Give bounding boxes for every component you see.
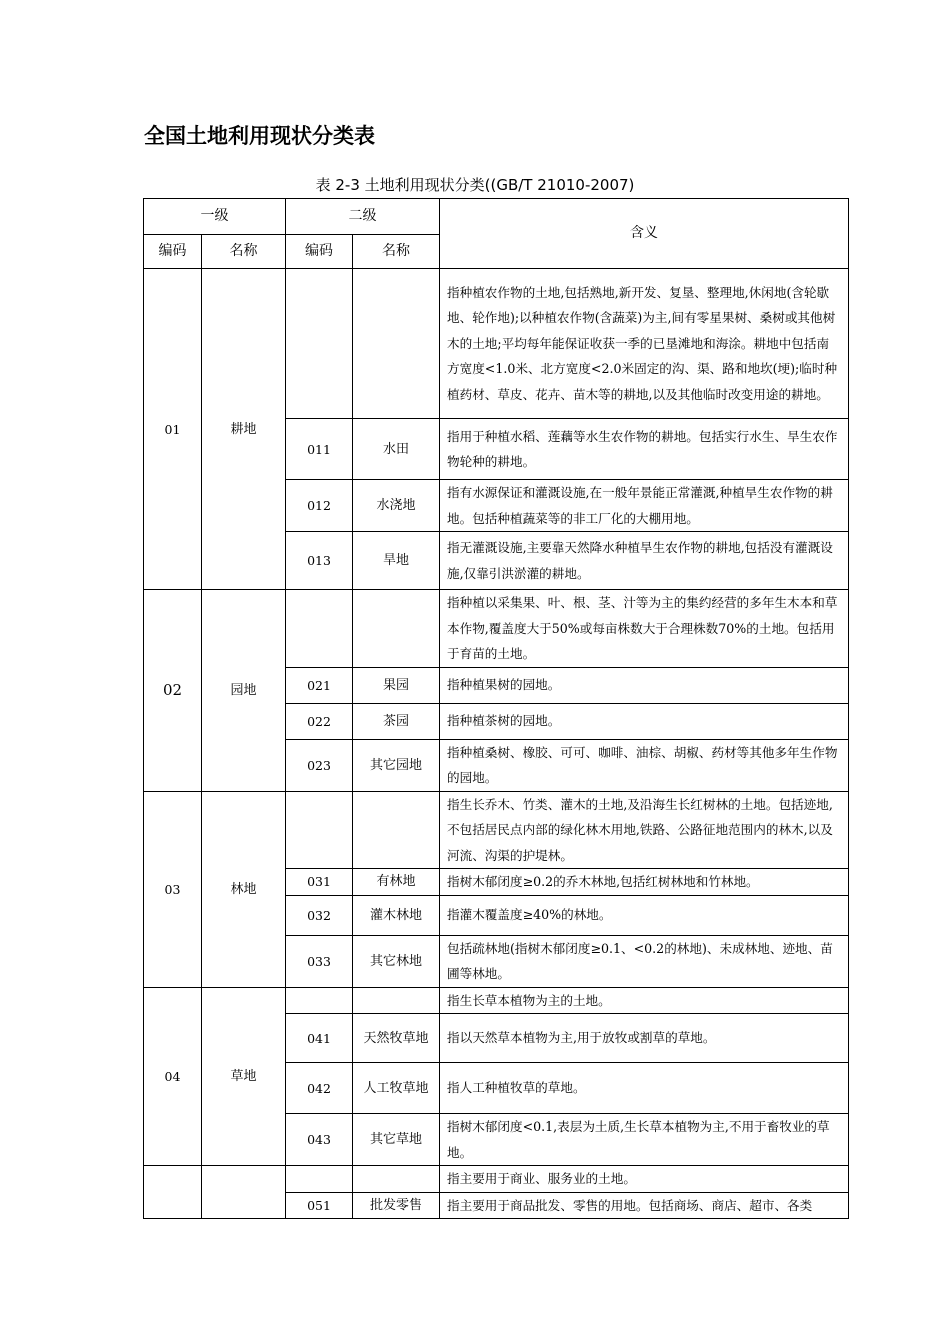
header-level2: 二级 (286, 199, 440, 235)
description: 包括疏林地(指树木郁闭度≥0.1、<0.2的林地)、未成林地、迹地、苗圃等林地。 (440, 935, 849, 987)
level1-name: 耕地 (202, 269, 286, 590)
description: 指种植以采集果、叶、根、茎、汁等为主的集约经营的多年生木本和草本作物,覆盖度大于50%或每亩株数大于合理株数70%的土地。包括用于育苗的土地。 (440, 590, 849, 668)
description: 指生长草本植物为主的土地。 (440, 987, 849, 1014)
table-caption: 表 2-3 土地利用现状分类((GB/T 21010-2007) (315, 176, 635, 194)
level2-name (353, 987, 440, 1014)
level2-name: 灌木林地 (353, 895, 440, 935)
level1-code (144, 1166, 202, 1219)
level1-name (202, 1166, 286, 1219)
land-use-classification-table (143, 198, 849, 1219)
level2-name: 批发零售 (353, 1192, 440, 1219)
level2-name: 天然牧草地 (353, 1014, 440, 1063)
table-row (144, 269, 849, 419)
header-level1: 一级 (144, 199, 286, 235)
level2-code: 021 (286, 667, 353, 703)
level2-code: 041 (286, 1014, 353, 1063)
level2-code: 031 (286, 869, 353, 896)
description: 指有水源保证和灌溉设施,在一般年景能正常灌溉,种植旱生农作物的耕地。包括种植蔬菜等的非工厂化的大棚用地。 (440, 480, 849, 532)
level2-name: 人工牧草地 (353, 1063, 440, 1114)
level2-name (353, 269, 440, 419)
description: 指以天然草本植物为主,用于放牧或割草的草地。 (440, 1014, 849, 1063)
header-level1-code: 编码 (144, 235, 202, 269)
table-row (144, 791, 849, 869)
level2-name: 茶园 (353, 703, 440, 739)
level2-name: 水田 (353, 419, 440, 480)
description: 指种植茶树的园地。 (440, 703, 849, 739)
table-row (144, 1166, 849, 1193)
description: 指生长乔木、竹类、灌木的土地,及沿海生长红树林的土地。包括迹地,不包括居民点内部的绿化林木用地,铁路、公路征地范围内的林木,以及河流、沟渠的护堤林。 (440, 791, 849, 869)
level2-code (286, 590, 353, 668)
header-level2-code: 编码 (286, 235, 353, 269)
level2-code (286, 1166, 353, 1193)
description: 指人工种植牧草的草地。 (440, 1063, 849, 1114)
header-meaning: 含义 (440, 199, 849, 269)
description: 指主要用于商品批发、零售的用地。包括商场、商店、超市、各类 (440, 1192, 849, 1219)
table-row (144, 987, 849, 1014)
level1-code: 03 (144, 791, 202, 987)
header-level1-name: 名称 (202, 235, 286, 269)
level2-code (286, 791, 353, 869)
level2-code: 032 (286, 895, 353, 935)
level2-code: 022 (286, 703, 353, 739)
description: 指主要用于商业、服务业的土地。 (440, 1166, 849, 1193)
level2-name: 其它草地 (353, 1114, 440, 1166)
level2-name: 水浇地 (353, 480, 440, 532)
description: 指无灌溉设施,主要靠天然降水种植旱生农作物的耕地,包括没有灌溉设施,仅靠引洪淤灌的耕地。 (440, 532, 849, 590)
table-row (144, 590, 849, 668)
description: 指种植桑树、橡胶、可可、咖啡、油棕、胡椒、药材等其他多年生作物的园地。 (440, 739, 849, 791)
level2-code: 012 (286, 480, 353, 532)
description: 指树木郁闭度<0.1,表层为土质,生长草本植物为主,不用于畜牧业的草地。 (440, 1114, 849, 1166)
level2-code: 042 (286, 1063, 353, 1114)
level1-code: 01 (144, 269, 202, 590)
level2-code: 033 (286, 935, 353, 987)
level1-code: 04 (144, 987, 202, 1166)
level2-code: 043 (286, 1114, 353, 1166)
level2-name: 有林地 (353, 869, 440, 896)
level1-name: 草地 (202, 987, 286, 1166)
level1-name: 林地 (202, 791, 286, 987)
level2-name: 旱地 (353, 532, 440, 590)
level2-code (286, 987, 353, 1014)
description: 指种植果树的园地。 (440, 667, 849, 703)
level2-name: 其它林地 (353, 935, 440, 987)
level1-code: 02 (144, 590, 202, 792)
level2-name (353, 590, 440, 668)
level2-name (353, 1166, 440, 1193)
level2-code: 011 (286, 419, 353, 480)
level2-code: 013 (286, 532, 353, 590)
description: 指灌木覆盖度≥40%的林地。 (440, 895, 849, 935)
level2-name (353, 791, 440, 869)
level2-code (286, 269, 353, 419)
description: 指用于种植水稻、莲藕等水生农作物的耕地。包括实行水生、旱生农作物轮种的耕地。 (440, 419, 849, 480)
description: 指树木郁闭度≥0.2的乔木林地,包括红树林地和竹林地。 (440, 869, 849, 896)
level2-code: 023 (286, 739, 353, 791)
header-level2-name: 名称 (353, 235, 440, 269)
level2-name: 果园 (353, 667, 440, 703)
level2-name: 其它园地 (353, 739, 440, 791)
level1-name: 园地 (202, 590, 286, 792)
description: 指种植农作物的土地,包括熟地,新开发、复垦、整理地,休闲地(含轮歇地、轮作地);以种植农作物(含蔬菜)为主,间有零星果树、桑树或其他树木的土地;平均每年能保证收获一季的已垦滩地和海涂。耕地中包括南方宽度<1.0米、北方宽度<2.0米固定的沟、渠、路和地坎(埂);临时种植药材、草皮、花卉、苗木等的耕地,以及其他临时改变用途的耕地。 (440, 269, 849, 419)
page-heading: 全国土地利用现状分类表 (144, 124, 375, 148)
level2-code: 051 (286, 1192, 353, 1219)
